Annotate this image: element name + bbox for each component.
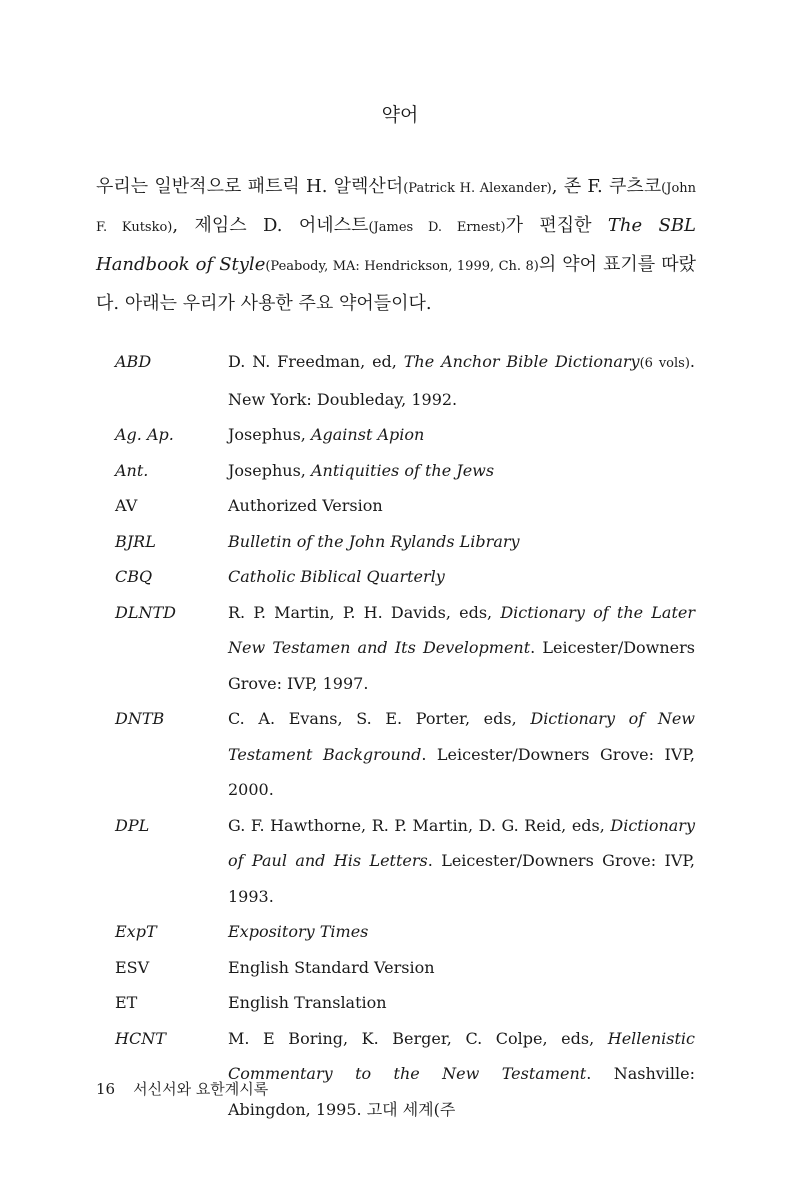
- definition-title: The Anchor Bible Dictionary: [403, 352, 640, 371]
- abbreviation-entry: [115, 914, 695, 950]
- definition-title: Dictionary of Paul and His Letters: [228, 815, 695, 870]
- abbreviation-list: [115, 344, 695, 1127]
- abbreviation-definition: [228, 985, 695, 1021]
- abbreviation-definition: [228, 808, 695, 915]
- abbreviation-definition: [228, 914, 695, 950]
- abbreviation-definition: [228, 453, 695, 489]
- abbreviation-definition: [228, 344, 695, 417]
- definition-publication: . Leicester/Downers Grove: IVP, 1997.: [228, 638, 696, 693]
- intro-text-6: 의 약어 표기를 따랐다. 아래는 우리가 사용한 주요 약어들이다.: [96, 254, 696, 314]
- definition-title: Antiquities of the Jews: [310, 460, 495, 480]
- definition-text: Josephus,: [228, 425, 311, 444]
- abbreviation-term: ABD: [115, 352, 152, 371]
- running-title: 서신서와 요한계시록: [133, 1080, 269, 1098]
- intro-name-ernest: (James D. Ernest): [368, 220, 506, 235]
- definition-volumes: (6 vols): [639, 356, 690, 371]
- abbreviation-term: AV: [115, 496, 138, 515]
- abbreviation-entry: [115, 985, 695, 1021]
- abbreviation-term: Ant.: [115, 460, 149, 480]
- definition-text: G. F. Hawthorne, R. P. Martin, D. G. Reid, eds,: [228, 815, 611, 835]
- abbreviation-term: ESV: [115, 957, 150, 977]
- intro-text-4: 가 편집한: [505, 215, 608, 236]
- definition-publication: . Nashville: Abingdon, 1995. 고대 세계(주: [228, 1064, 695, 1119]
- intro-publication: (Peabody, MA: Hendrickson, 1999, Ch. 8): [265, 259, 539, 274]
- abbreviation-definition: [228, 524, 695, 560]
- definition-text: R. P. Martin, P. H. Davids, eds,: [228, 602, 501, 622]
- definition-text: M. E Boring, K. Berger, C. Colpe, eds,: [228, 1028, 608, 1048]
- abbreviation-term: HCNT: [115, 1028, 166, 1048]
- definition-publication: . New York: Doubleday, 1992.: [228, 352, 695, 409]
- abbreviation-term: ExpT: [115, 922, 157, 941]
- definition-text: English Translation: [228, 993, 387, 1012]
- abbreviation-entry: [115, 701, 695, 808]
- abbreviation-entry: [115, 417, 695, 453]
- intro-text-1: 우리는 일반적으로 패트릭 H. 알렉산더: [96, 176, 404, 197]
- abbreviation-entry: [115, 1021, 695, 1128]
- abbreviation-term: DNTB: [115, 709, 165, 728]
- abbreviation-entry: [115, 950, 695, 986]
- definition-text: Authorized Version: [228, 496, 383, 515]
- abbreviation-term: BJRL: [115, 531, 156, 551]
- abbreviation-entry: [115, 488, 695, 524]
- abbreviation-entry: [115, 559, 695, 595]
- abbreviation-definition: [228, 950, 695, 986]
- intro-name-kutsko: (John F. Kutsko): [96, 181, 697, 235]
- abbreviation-entry: [115, 808, 695, 915]
- intro-name-alexander: (Patrick H. Alexander): [403, 181, 552, 196]
- abbreviation-definition: [228, 701, 695, 808]
- definition-title: Dictionary of the Later New Testamen and Its Development: [228, 602, 695, 657]
- definition-publication: . Leicester/Downers Grove: IVP, 2000.: [228, 744, 695, 799]
- abbreviation-definition: [228, 595, 695, 702]
- abbreviation-term: Ag. Ap.: [115, 425, 174, 444]
- definition-text: Josephus,: [228, 460, 311, 480]
- page-title: 약어: [381, 104, 419, 126]
- abbreviation-entry: [115, 344, 695, 417]
- intro-paragraph: [96, 168, 696, 322]
- definition-title: Bulletin of the John Rylands Library: [228, 531, 520, 551]
- intro-book-title: The SBL Handbook of Style: [96, 215, 697, 275]
- page-footer: [96, 1078, 268, 1099]
- definition-title: Against Apion: [310, 425, 425, 444]
- intro-text-3: , 제임스 D. 어네스트: [172, 215, 369, 236]
- definition-text: D. N. Freedman, ed,: [228, 352, 404, 371]
- abbreviation-term: DPL: [115, 815, 150, 835]
- abbreviation-definition: [228, 417, 695, 453]
- abbreviation-entry: [115, 453, 695, 489]
- definition-title: Expository Times: [228, 922, 369, 941]
- abbreviation-entry: [115, 595, 695, 702]
- intro-text-2: , 존 F. 쿠츠코: [551, 176, 662, 197]
- definition-text: C. A. Evans, S. E. Porter, eds,: [228, 709, 531, 728]
- definition-text: English Standard Version: [228, 957, 435, 977]
- abbreviation-term: DLNTD: [115, 602, 176, 622]
- definition-title: Hellenistic Commentary to the New Testament: [228, 1028, 695, 1083]
- abbreviation-term: ET: [115, 993, 138, 1012]
- abbreviation-definition: [228, 1021, 695, 1128]
- abbreviation-entry: [115, 524, 695, 560]
- definition-title: Dictionary of New Testament Background: [228, 709, 695, 764]
- definition-title: Catholic Biblical Quarterly: [228, 567, 445, 586]
- page-number: 16: [96, 1080, 116, 1098]
- abbreviation-definition: [228, 488, 695, 524]
- abbreviation-term: CBQ: [115, 567, 153, 586]
- definition-publication: . Leicester/Downers Grove: IVP, 1993.: [228, 851, 695, 906]
- abbreviation-definition: [228, 559, 695, 595]
